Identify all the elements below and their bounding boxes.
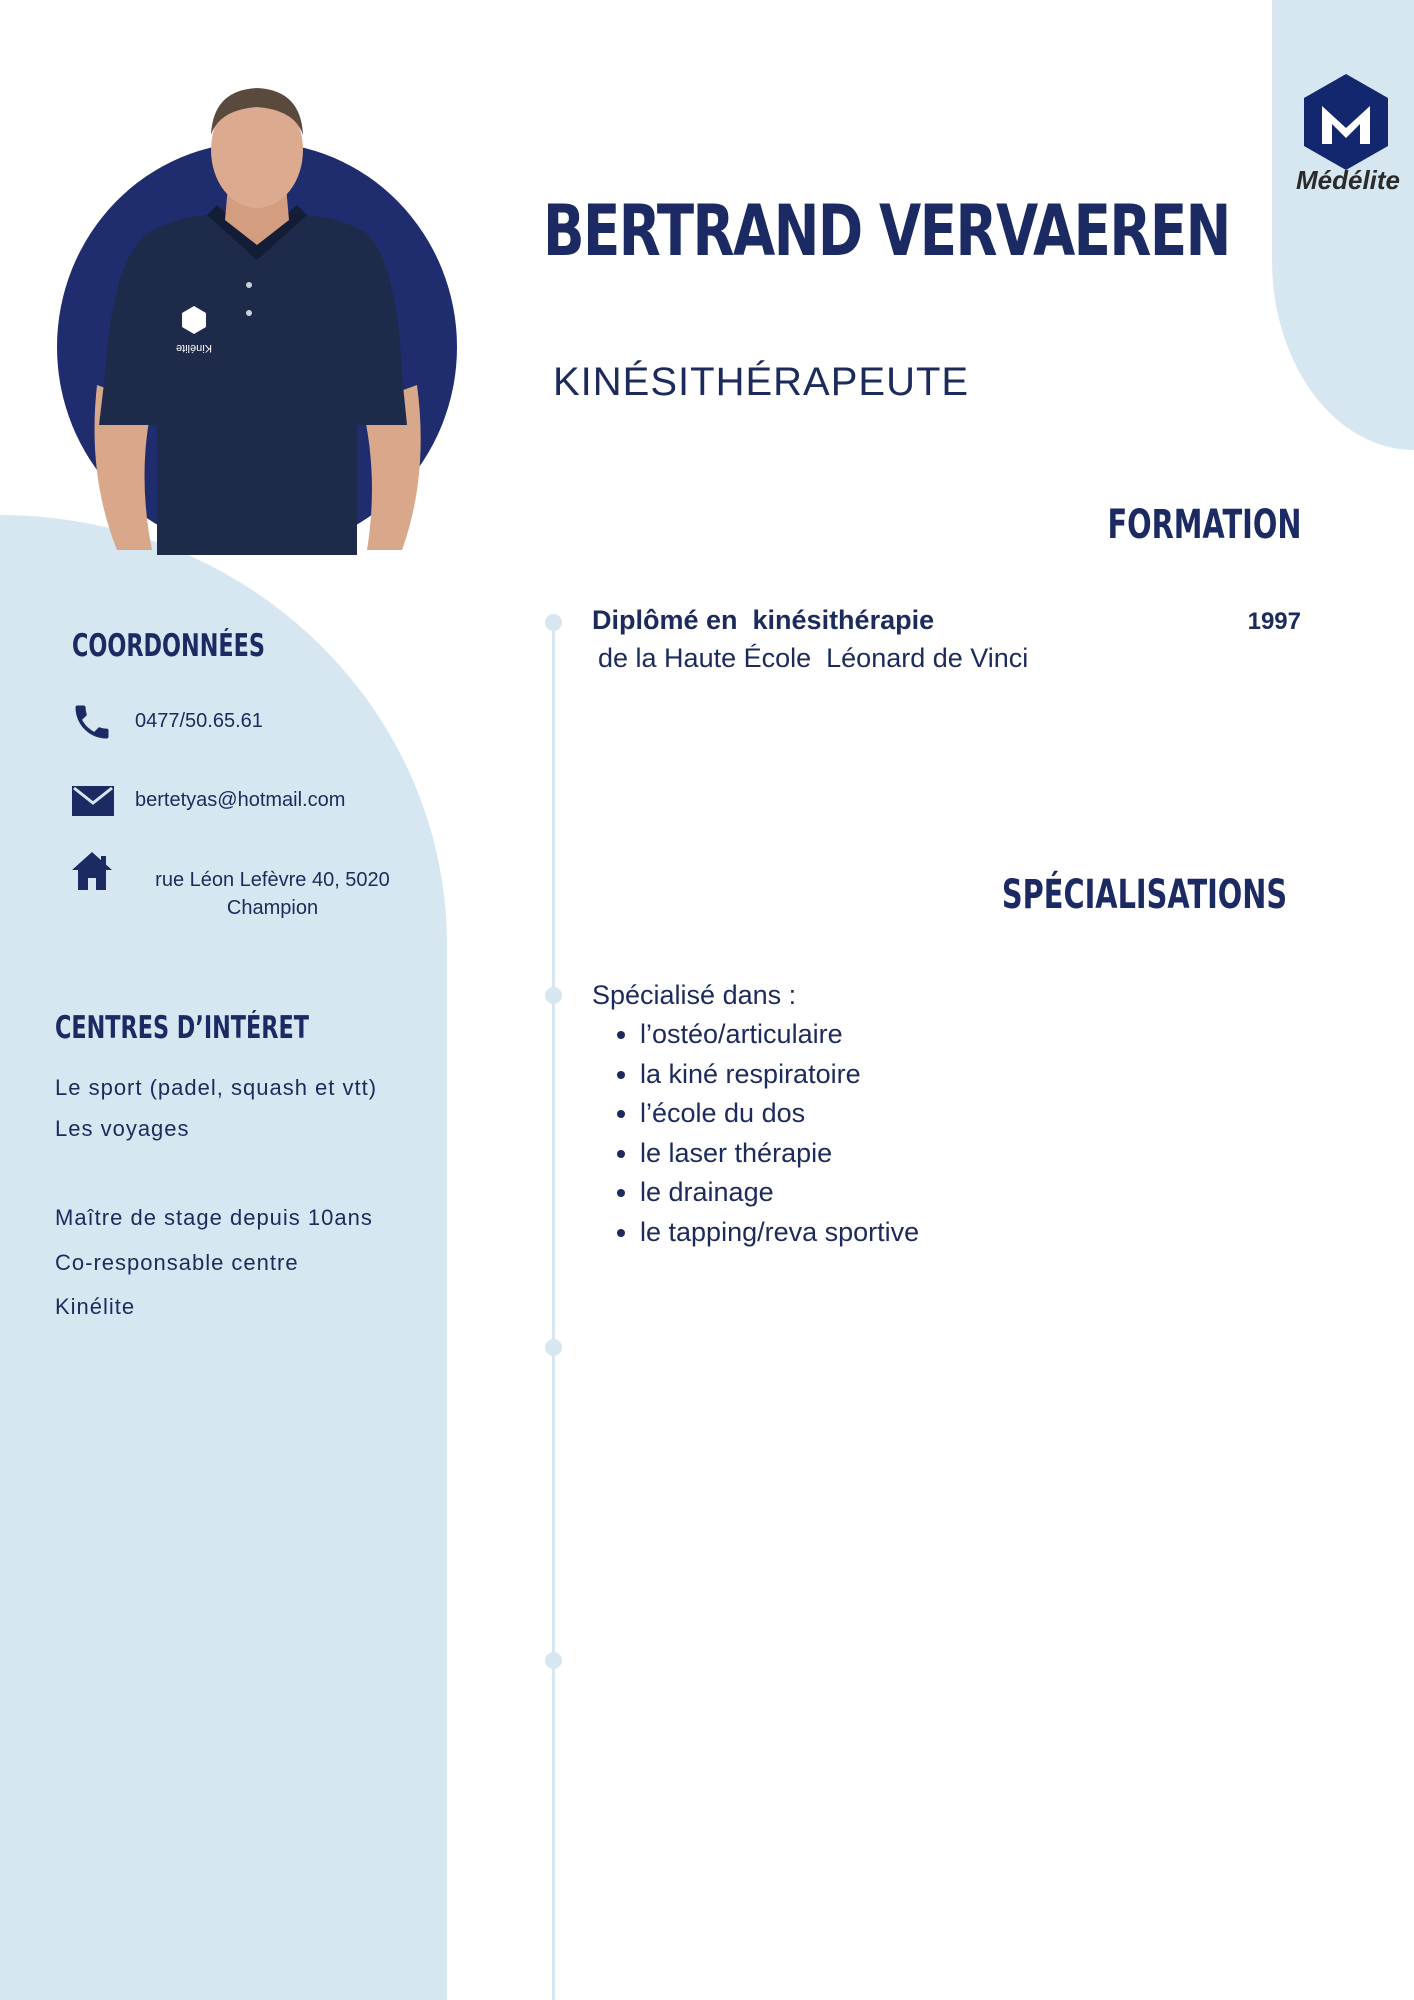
contact-heading: COORDONNÉES (72, 628, 265, 664)
list-item: • le drainage (640, 1173, 919, 1213)
timeline-dot (545, 614, 562, 631)
profile-photo (57, 55, 457, 555)
specialisations-list (614, 1015, 919, 1252)
interest-item: Co-responsable centre (55, 1250, 299, 1275)
timeline-dot (545, 1652, 562, 1669)
interests-heading: CENTRES D’INTÉRET (55, 1010, 309, 1046)
timeline-line (552, 622, 555, 2000)
degree-institution: de la Haute École Léonard de Vinci (598, 643, 1029, 673)
postal-address: rue Léon Lefèvre 40, 5020 Champion (155, 869, 390, 919)
list-item: • le tapping/reva sportive (640, 1213, 919, 1253)
phone-number[interactable]: 0477/50.65.61 (135, 710, 263, 732)
specialisations-heading: SPÉCIALISATIONS (1001, 872, 1287, 918)
timeline-dot (545, 987, 562, 1004)
list-item: • le laser thérapie (640, 1134, 919, 1174)
interest-item: Kinélite (55, 1294, 136, 1319)
phone-icon (70, 700, 114, 744)
shirt-logo-text: Kinélite (175, 342, 213, 354)
email-address[interactable]: bertetyas@hotmail.com (135, 789, 346, 811)
home-icon (70, 850, 114, 892)
list-item: • l’école du dos (640, 1094, 919, 1134)
specialisations-intro: Spécialisé dans : (592, 980, 797, 1010)
email-icon (72, 786, 114, 816)
profession-title: KINÉSITHÉRAPEUTE (553, 360, 970, 404)
timeline-dot (545, 1339, 562, 1356)
degree-title: Diplômé en kinésithérapie (592, 605, 935, 635)
list-item: • l’ostéo/articulaire (640, 1015, 919, 1055)
formation-heading: FORMATION (1107, 502, 1301, 548)
interest-item: Maître de stage depuis 10ans (55, 1205, 373, 1230)
degree-year: 1997 (1247, 608, 1301, 635)
logo-text: Médélite (1295, 165, 1401, 195)
corner-decoration (1272, 0, 1414, 450)
person-name: BERTRAND VERVAEREN (543, 190, 1230, 272)
interest-item: Les voyages (55, 1116, 190, 1141)
interest-item: Le sport (padel, squash et vtt) (55, 1075, 378, 1100)
person-illustration (57, 55, 457, 555)
list-item: • la kiné respiratoire (640, 1055, 919, 1095)
